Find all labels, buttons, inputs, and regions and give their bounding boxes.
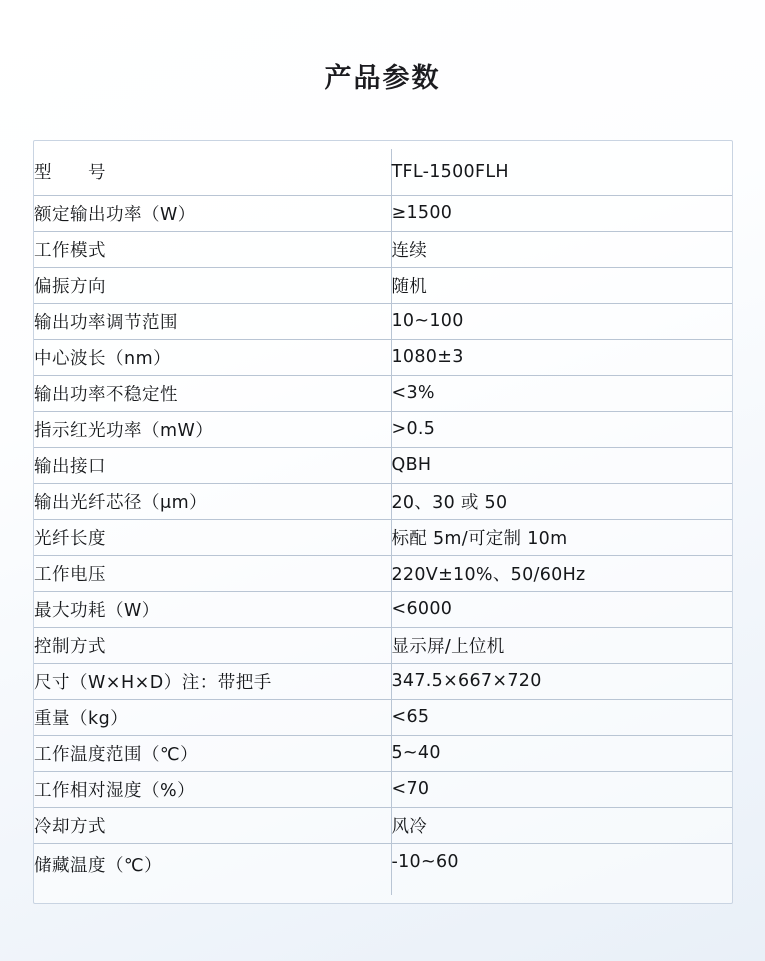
spec-value: <70: [391, 771, 732, 807]
spec-value: 20、30 或 50: [391, 483, 732, 519]
spec-label: 工作相对湿度（%）: [34, 771, 391, 807]
spec-value: 风冷: [391, 807, 732, 843]
table-row: [34, 195, 732, 231]
spec-value: 随机: [391, 267, 732, 303]
spec-value: 1080±3: [391, 339, 732, 375]
spec-label: 工作模式: [34, 231, 391, 267]
spec-value: 347.5×667×720: [391, 663, 732, 699]
table-row: [34, 699, 732, 735]
table-row: [34, 843, 732, 895]
spec-value: 10~100: [391, 303, 732, 339]
table-row: [34, 735, 732, 771]
table-row: [34, 375, 732, 411]
spec-label: 工作温度范围（℃）: [34, 735, 391, 771]
spec-label: 指示红光功率（mW）: [34, 411, 391, 447]
table-row: [34, 519, 732, 555]
spec-value: 5~40: [391, 735, 732, 771]
spec-label: 冷却方式: [34, 807, 391, 843]
table-row: [34, 555, 732, 591]
table-row: [34, 231, 732, 267]
spec-value: -10~60: [391, 851, 459, 872]
spec-label: 型 号: [34, 149, 391, 195]
spec-value: ≥1500: [391, 195, 732, 231]
table-row: [34, 807, 732, 843]
spec-label: 储藏温度（℃）: [34, 843, 391, 895]
table-row: [34, 591, 732, 627]
spec-label: 尺寸（W×H×D）注：带把手: [34, 663, 391, 699]
table-row: [34, 627, 732, 663]
spec-value: >0.5: [391, 411, 732, 447]
table-row: [34, 663, 732, 699]
table-row: [34, 483, 732, 519]
spec-value: 连续: [391, 231, 732, 267]
spec-label: 偏振方向: [34, 267, 391, 303]
spec-label: 最大功耗（W）: [34, 591, 391, 627]
spec-value: <3%: [391, 375, 732, 411]
spec-label: 输出功率调节范围: [34, 303, 391, 339]
spec-label: 输出接口: [34, 447, 391, 483]
spec-value: 显示屏/上位机: [391, 627, 732, 663]
spec-label: 光纤长度: [34, 519, 391, 555]
spec-label: 输出光纤芯径（μm）: [34, 483, 391, 519]
spec-value: <65: [391, 699, 732, 735]
spec-label: 工作电压: [34, 555, 391, 591]
table-row: [34, 303, 732, 339]
spec-table: [34, 149, 732, 895]
spec-label: 中心波长（nm）: [34, 339, 391, 375]
spec-label: 控制方式: [34, 627, 391, 663]
spec-label: 输出功率不稳定性: [34, 375, 391, 411]
table-row: [34, 411, 732, 447]
table-row: [34, 447, 732, 483]
spec-label: 重量（kg）: [34, 699, 391, 735]
table-row: [34, 771, 732, 807]
spec-label: 额定输出功率（W）: [34, 195, 391, 231]
spec-value: 220V±10%、50/60Hz: [391, 555, 732, 591]
table-row: [34, 267, 732, 303]
table-row: [34, 339, 732, 375]
spec-value: TFL-1500FLH: [391, 149, 732, 195]
spec-value: 标配 5m/可定制 10m: [391, 519, 732, 555]
spec-value: <6000: [391, 591, 732, 627]
page-title: 产品参数: [324, 63, 441, 94]
table-row: [34, 149, 732, 195]
spec-table-body: [34, 149, 732, 895]
spec-value: QBH: [391, 447, 732, 483]
spec-table-container: [33, 140, 733, 904]
